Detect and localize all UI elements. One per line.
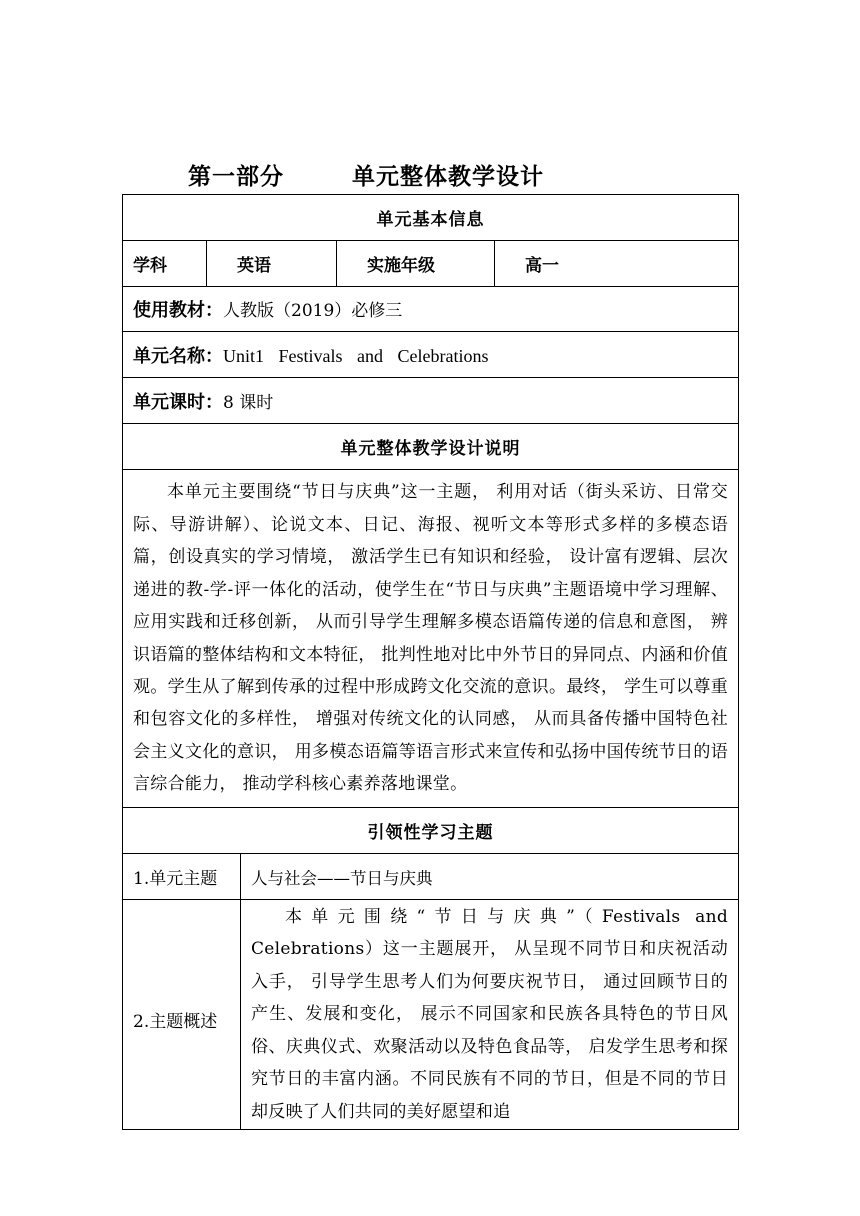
grade-value: 高一 — [495, 241, 739, 287]
subject-value: 英语 — [207, 241, 337, 287]
unit-theme-label: 1.单元主题 — [123, 854, 241, 900]
theme-overview-cell — [241, 900, 739, 1130]
theme-overview-label: 2.主题概述 — [123, 900, 241, 1130]
page-title — [0, 158, 860, 192]
textbook-label: 使用教材： — [133, 300, 223, 321]
textbook-value: 人教版（2019）必修三 — [223, 301, 403, 321]
unit-name-label: 单元名称： — [133, 345, 223, 367]
design-description — [123, 470, 739, 808]
unit-name-row — [123, 332, 739, 378]
section-name: 单元整体教学设计 — [352, 164, 544, 190]
hours-label: 单元课时： — [133, 391, 223, 413]
theme-overview-text: 本单元围绕“节日与庆典”（Festivals and Celebrations）这一主题展开， 从呈现不同节日和庆祝活动入手， 引导学生思考人们为何要庆祝节日， 通过回顾节日的产生、发展和变化， 展示不同国家和民族各具特色的节日风俗、庆典仪式、欢聚活动以及特色食品等， 启发学生思考和探究节日的丰富内涵。不同民族有不同的节日，但是不同的节日却反映了人们共同的美好愿望和追 — [251, 907, 729, 1122]
grade-label: 实施年级 — [337, 241, 495, 287]
design-text: 本单元主要围绕“节日与庆典”这一主题， 利用对话（街头采访、日常交际、导游讲解）、论说文本、日记、海报、视听文本等形式多样的多模态语篇，创设真实的学习情境， 激活学生已有知识和经验， 设计富有逻辑、层次递进的教-学-评一体化的活动，使学生在“节日与庆典”主题语境中学习理解、应用实践和迁移创新， 从而引导学生理解多模态语篇传递的信息和意图， 辨识语篇的整体结构和文本特征， 批判性地对比中外节日的异同点、内涵和价值观。学生从了解到传承的过程中形成跨文化交流的意识。最终， 学生可以尊重和包容文化的多样性， 增强对传统文化的认同感， 从而具备传播中国特色社会主义文化的意识， 用多模态语篇等语言形式来宣传和弘扬中国传统节日的语言综合能力， 推动学科核心素养落地课堂。 — [133, 482, 729, 795]
design-header: 单元整体教学设计说明 — [123, 424, 739, 470]
subject-label: 学科 — [123, 241, 207, 287]
unit-name-value: Unit1 Festivals and Celebrations — [223, 345, 489, 366]
theme-header: 引领性学习主题 — [123, 808, 739, 854]
hours-value: 8 课时 — [223, 392, 274, 413]
basic-info-header: 单元基本信息 — [123, 195, 739, 241]
hours-row — [123, 378, 739, 424]
unit-design-table — [122, 194, 739, 1130]
textbook-row — [123, 287, 739, 332]
part-label: 第一部分 — [188, 164, 284, 190]
unit-theme-value: 人与社会——节日与庆典 — [241, 854, 739, 900]
